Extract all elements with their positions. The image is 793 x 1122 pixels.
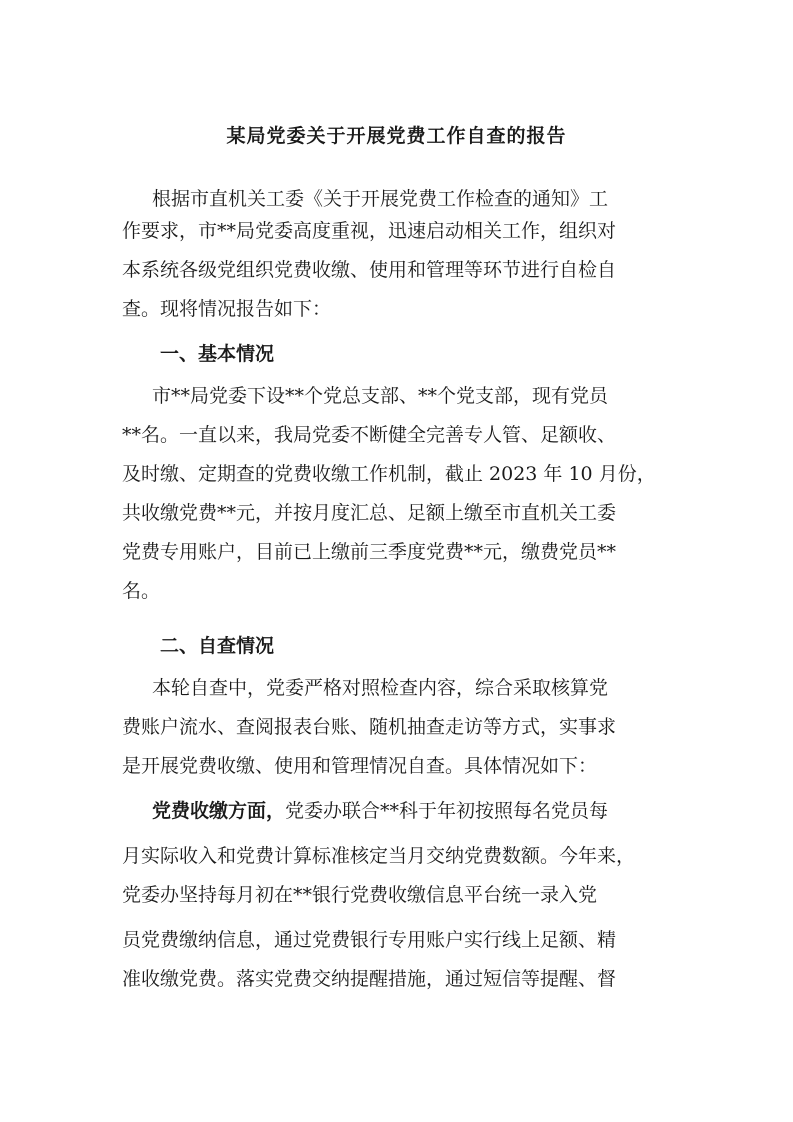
section1-line: 及时缴、定期查的党费收缴工作机制，截止 2023 年 10 月份， bbox=[122, 463, 656, 485]
section2-line: 是开展党费收缴、使用和管理情况自查。具体情况如下： bbox=[122, 755, 598, 777]
intro-line: 本系统各级党组织党费收缴、使用和管理等环节进行自检自 bbox=[122, 259, 617, 281]
subsection-line: 员党费缴纳信息，通过党费银行专用账户实行线上足额、精 bbox=[122, 929, 617, 951]
subsection-line: 准收缴党费。落实党费交纳提醒措施，通过短信等提醒、督 bbox=[122, 968, 617, 990]
subsection-lead: 党费收缴方面， bbox=[152, 800, 286, 822]
section1-line: 党费专用账户，目前已上缴前三季度党费**元，缴费党员** bbox=[122, 541, 617, 563]
section1-line: 名。 bbox=[122, 580, 161, 602]
section-heading-basic: 一、基本情况 bbox=[160, 343, 275, 365]
intro-line: 根据市直机关工委《关于开展党费工作检查的通知》工 bbox=[152, 188, 609, 210]
document-title: 某局党委关于开展党费工作自查的报告 bbox=[226, 125, 567, 147]
subsection-first-line-rest: 党委办联合**科于年初按照每名党员每 bbox=[285, 800, 609, 822]
intro-line: 作要求，市**局党委高度重视，迅速启动相关工作，组织对 bbox=[122, 220, 617, 242]
section-heading-selfcheck: 二、自查情况 bbox=[160, 635, 275, 657]
subsection-first-line bbox=[152, 795, 712, 827]
section1-line: **名。一直以来，我局党委不断健全完善专人管、足额收、 bbox=[122, 424, 617, 446]
section1-line: 市**局党委下设**个党总支部、**个党支部，现有党员 bbox=[152, 385, 609, 407]
intro-line: 查。现将情况报告如下： bbox=[122, 298, 332, 320]
section2-line: 费账户流水、查阅报表台账、随机抽查走访等方式，实事求 bbox=[122, 716, 617, 738]
section1-line: 共收缴党费**元，并按月度汇总、足额上缴至市直机关工委 bbox=[122, 502, 617, 524]
subsection-line: 月实际收入和党费计算标准核定当月交纳党费数额。今年来， bbox=[122, 845, 636, 867]
subsection-line: 党委办坚持每月初在**银行党费收缴信息平台统一录入党 bbox=[122, 884, 598, 906]
section2-line: 本轮自查中，党委严格对照检查内容，综合采取核算党 bbox=[152, 677, 609, 699]
